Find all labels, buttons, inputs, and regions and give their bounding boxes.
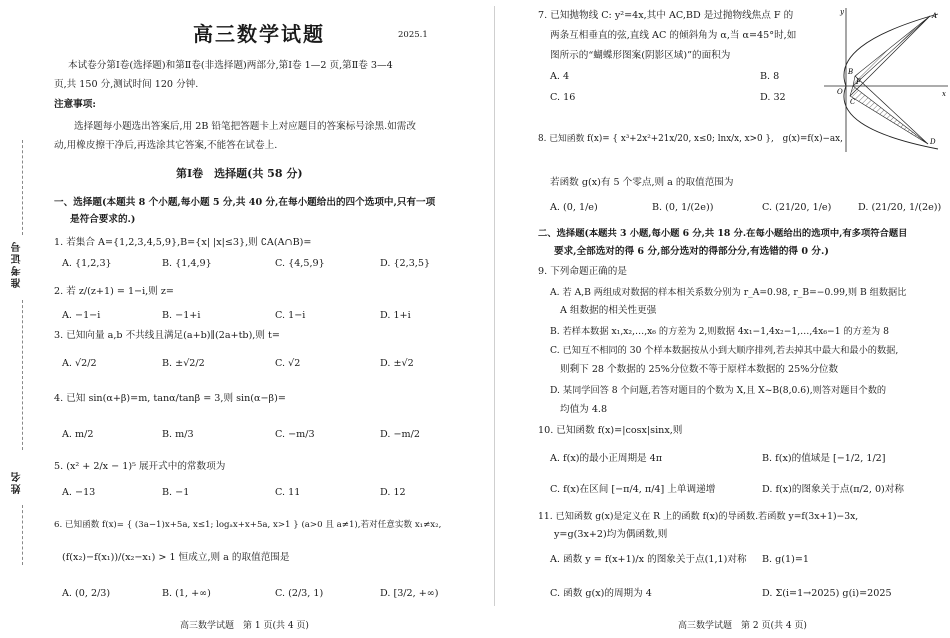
- label-y: y: [840, 8, 844, 16]
- label-c: C: [850, 98, 856, 106]
- q1-option-a: A. {1,2,3}: [62, 258, 112, 269]
- q6-option-c: C. (2/3, 1): [275, 588, 324, 599]
- q2-option-d: D. 1+i: [380, 310, 411, 321]
- q5-option-c: C. 11: [275, 487, 301, 498]
- q2-option-a: A. −1−i: [62, 310, 101, 321]
- q10-option-d: D. f(x)的图象关于点(π/2, 0)对称: [762, 484, 904, 495]
- q11-option-d: D. Σ(i=1→2025) g(i)=2025: [762, 588, 892, 599]
- q5-stem: 5. (x² + 2/x − 1)⁵ 展开式中的常数项为: [54, 461, 226, 472]
- q7-option-b: B. 8: [760, 71, 780, 82]
- q3-option-d: D. ±√2: [380, 358, 414, 369]
- q9-option-d-line-2: 均值为 4.8: [560, 404, 608, 415]
- q2-option-c: C. 1−i: [275, 310, 306, 321]
- q4-option-b: B. m/3: [162, 429, 194, 440]
- binding-line-top: [22, 140, 23, 235]
- q10-option-a: A. f(x)的最小正周期是 4π: [550, 453, 663, 464]
- section2-line-1: 二、选择题(本题共 3 小题,每小题 6 分,共 18 分.在每小题给出的选项中,有多项符合题目: [538, 228, 908, 239]
- q8-option-c: C. (21/20, 1/e): [762, 202, 832, 213]
- label-b: B: [848, 68, 854, 76]
- q8-option-d: D. (21/20, 1/(2e)): [858, 202, 942, 213]
- q1-option-b: B. {1,4,9}: [162, 258, 212, 269]
- q4-option-c: C. −m/3: [275, 429, 315, 440]
- q11-option-a: A. 函数 y = f(x+1)/x 的图象关于点(1,1)对称: [550, 554, 747, 565]
- label-d: D: [930, 138, 936, 146]
- q2-option-b: B. −1+i: [162, 310, 201, 321]
- q8-option-b: B. (0, 1/(2e)): [652, 202, 714, 213]
- q9-stem: 9. 下列命题正确的是: [538, 266, 627, 277]
- q10-stem: 10. 已知函数 f(x)=|cosx|sinx,则: [538, 425, 683, 436]
- q9-option-d-line-1: D. 某同学回答 8 个问题,若答对题目的个数为 X,且 X~B(8,0.6),则答对题目个数的: [550, 385, 887, 396]
- q7-line-2: 两条互相垂直的弦,直线 AC 的倾斜角为 α,当 α=45°时,如: [550, 30, 797, 41]
- q1-stem: 1. 若集合 A={1,2,3,4,5,9},B={x| |x|≤3},则 ∁A(A∩B)=: [54, 237, 312, 248]
- label-o: O: [837, 88, 843, 96]
- q9-option-c-line-2: 则剩下 28 个数据的 25%分位数不等于原样本数据的 25%分位数: [560, 364, 839, 375]
- q7-option-d: D. 32: [760, 92, 786, 103]
- q11-stem-line-2: y=g(3x+2)均为偶函数,则: [554, 529, 668, 540]
- intro-line-2: 页,共 150 分,测试时间 120 分钟.: [54, 79, 199, 90]
- q8-stem-line-1: 8. 已知函数 f(x)= { x³+2x²+21x/20, x≤0; lnx/x, x>0 }, g(x)=f(x)−ax,: [538, 134, 843, 144]
- q1-option-c: C. {4,5,9}: [275, 258, 325, 269]
- notice-line-1: 选择题每小题选出答案后,用 2B 铅笔把答题卡上对应题目的答案标号涂黑.如需改: [74, 121, 416, 132]
- name-label: 姓名: [12, 470, 23, 494]
- section2-line-2: 要求,全部选对的得 6 分,部分选对的得部分分,有选错的得 0 分.): [554, 246, 829, 257]
- q3-stem: 3. 已知向量 a,b 不共线且满足(a+b)∥(2a+tb),则 t=: [54, 330, 280, 341]
- page-divider: [494, 6, 495, 606]
- page2-footer: 高三数学试题 第 2 页(共 4 页): [678, 621, 807, 631]
- q9-option-b: B. 若样本数据 x₁,x₂,…,x₆ 的方差为 2,则数据 4x₁−1,4x₂−1,…,4x₆−1 的方差为 8: [550, 326, 889, 337]
- notice-line-2: 动,用橡皮擦干净后,再选涂其它答案,不能答在试卷上.: [54, 140, 278, 151]
- q9-option-c-line-1: C. 已知互不相同的 30 个样本数据按从小到大顺序排列,若去掉其中最大和最小的数据,: [550, 345, 899, 356]
- q6-option-a: A. (0, 2/3): [62, 588, 111, 599]
- q3-option-a: A. √2/2: [62, 358, 97, 369]
- q4-stem: 4. 已知 sin(α+β)=m, tanα/tanβ = 3,则 sin(α−β)=: [54, 393, 286, 404]
- q6-option-d: D. [3/2, +∞): [380, 588, 439, 599]
- q7-option-c: C. 16: [550, 92, 576, 103]
- q7-line-1: 7. 已知抛物线 C: y²=4x,其中 AC,BD 是过抛物线焦点 F 的: [538, 10, 794, 21]
- q3-option-b: B. ±√2/2: [162, 358, 205, 369]
- q1-option-d: D. {2,3,5}: [380, 258, 431, 269]
- q6-stem-line-1: 6. 已知函数 f(x)= { (3a−1)x+5a, x≤1; logₐx+x+5a, x>1 } (a>0 且 a≠1),若对任意实数 x₁≠x₂,: [54, 520, 442, 530]
- page-title: 高三数学试题: [193, 22, 325, 46]
- q7-line-3: 图所示的“蝴蝶形图案(阴影区域)”的面积为: [550, 50, 731, 61]
- q9-option-a-line-1: A. 若 A,B 两组成对数据的样本相关系数分别为 r_A=0.98, r_B=−0.99,则 B 组数据比: [550, 287, 907, 298]
- q4-option-d: D. −m/2: [380, 429, 420, 440]
- label-a: A: [932, 12, 938, 20]
- shaded-upper-region: [853, 16, 930, 86]
- q8-stem-line-2: 若函数 g(x)有 5 个零点,则 a 的取值范围为: [550, 177, 734, 188]
- q3-option-c: C. √2: [275, 358, 301, 369]
- q5-option-d: D. 12: [380, 487, 406, 498]
- q11-option-b: B. g(1)=1: [762, 554, 810, 565]
- exam-date: 2025.1: [398, 30, 428, 40]
- binding-line-middle: [22, 300, 23, 450]
- notice-title: 注意事项:: [54, 99, 96, 110]
- q10-option-b: B. f(x)的值域是 [−1/2, 1/2]: [762, 453, 886, 464]
- q8-option-a: A. (0, 1/e): [550, 202, 598, 213]
- q11-option-c: C. 函数 g(x)的周期为 4: [550, 588, 652, 599]
- q6-option-b: B. (1, +∞): [162, 588, 211, 599]
- q4-option-a: A. m/2: [62, 429, 94, 440]
- q9-option-a-line-2: A 组数据的相关性更强: [560, 305, 657, 316]
- chord-ac: [850, 16, 930, 96]
- q11-stem-line-1: 11. 已知函数 g(x)是定义在 R 上的函数 f(x)的导函数.若函数 y=f(3x+1)−3x,: [538, 511, 859, 522]
- q10-option-c: C. f(x)在区间 [−π/4, π/4] 上单调递增: [550, 484, 716, 495]
- q6-stem-line-2: (f(x₂)−f(x₁))/(x₂−x₁) > 1 恒成立,则 a 的取值范围是: [62, 552, 290, 563]
- label-x: x: [942, 90, 946, 98]
- part-title: 第Ⅰ卷 选择题(共 58 分): [176, 167, 303, 180]
- section1-line-2: 是符合要求的.): [70, 214, 136, 225]
- intro-line-1: 本试卷分第Ⅰ卷(选择题)和第Ⅱ卷(非选择题)两部分,第Ⅰ卷 1—2 页,第Ⅱ卷 3—4: [68, 60, 393, 71]
- page1-footer: 高三数学试题 第 1 页(共 4 页): [180, 621, 309, 631]
- admission-number-label: 准考证号: [12, 240, 23, 288]
- exam-page-2: [500, 0, 950, 638]
- q7-option-a: A. 4: [550, 71, 570, 82]
- q5-option-b: B. −1: [162, 487, 190, 498]
- shaded-lower-region: [850, 86, 928, 144]
- q5-option-a: A. −13: [62, 487, 96, 498]
- label-f: F: [856, 78, 861, 86]
- binding-line-bottom: [22, 505, 23, 565]
- section1-line-1: 一、选择题(本题共 8 个小题,每小题 5 分,共 40 分,在每小题给出的四个选项中,只有一项: [54, 197, 436, 208]
- q2-stem: 2. 若 z/(z+1) = 1−i,则 z=: [54, 286, 174, 297]
